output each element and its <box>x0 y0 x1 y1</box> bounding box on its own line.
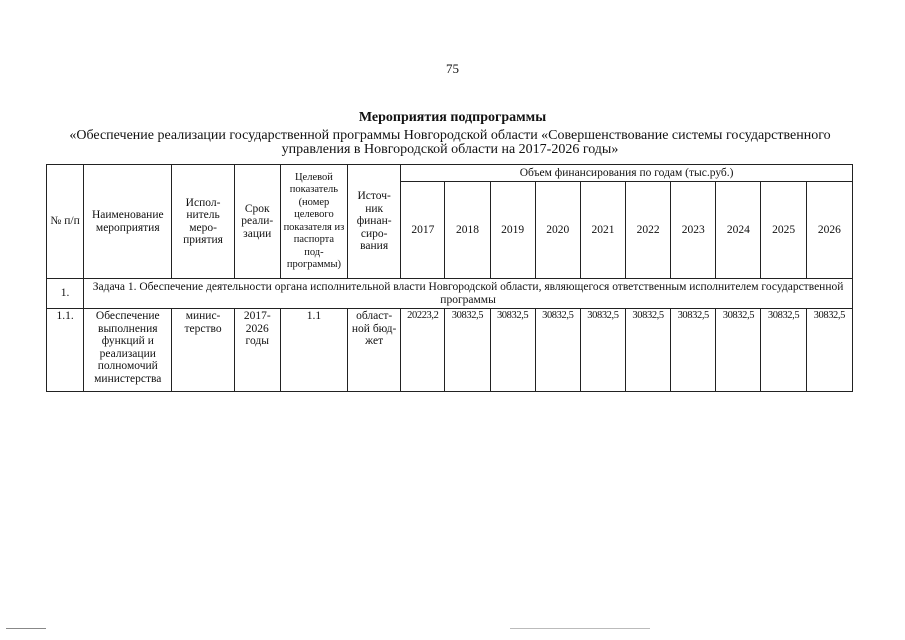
table-row <box>47 279 853 309</box>
row-value: 30832,5 <box>716 309 761 392</box>
row-source: област-ной бюд-жет <box>348 309 401 392</box>
row-value: 30832,5 <box>626 309 671 392</box>
scan-artifact-line <box>510 628 650 629</box>
row-value: 30832,5 <box>671 309 716 392</box>
header-year: 2023 <box>671 182 716 279</box>
row-value: 30832,5 <box>806 309 852 392</box>
row-name: Обеспечение выполнения функций и реализации полномочий министерства <box>84 309 172 392</box>
header-year: 2021 <box>580 182 625 279</box>
header-year: 2026 <box>806 182 852 279</box>
row-num: 1.1. <box>47 309 84 392</box>
header-executor: Испол-нитель меро-приятия <box>172 165 234 279</box>
row-executor: минис-терство <box>172 309 234 392</box>
header-funding: Объем финансирования по годам (тыс.руб.) <box>401 165 853 182</box>
page-number: 75 <box>446 61 459 76</box>
row-value: 30832,5 <box>580 309 625 392</box>
task-text: Задача 1. Обеспечение деятельности органа исполнительной власти Новгородской области, являющегося ответственным исполнителем государственной программы <box>84 279 853 309</box>
header-year: 2025 <box>761 182 806 279</box>
header-target: Целевой показатель (номер целевого показателя из паспорта под-программы) <box>280 165 347 279</box>
header-year: 2019 <box>490 182 535 279</box>
header-year: 2024 <box>716 182 761 279</box>
page-title: Мероприятия подпрограммы <box>358 110 547 125</box>
row-value: 20223,2 <box>401 309 445 392</box>
header-year: 2022 <box>626 182 671 279</box>
row-value: 30832,5 <box>490 309 535 392</box>
page-subtitle: «Обеспечение реализации государственной программы Новгородской области «Совершенствование системы государственного управления в Новгородской области на 2017-2026 годы» <box>69 128 831 157</box>
header-term: Срок реали-зации <box>234 165 280 279</box>
task-num: 1. <box>47 279 84 309</box>
row-value: 30832,5 <box>761 309 806 392</box>
table-row <box>47 309 853 392</box>
row-target: 1.1 <box>280 309 347 392</box>
scan-artifact-line <box>6 628 46 629</box>
row-value: 30832,5 <box>445 309 490 392</box>
header-year: 2018 <box>445 182 490 279</box>
header-num: № п/п <box>47 165 84 279</box>
header-year: 2017 <box>401 182 445 279</box>
header-name: Наименование мероприятия <box>84 165 172 279</box>
activities-table <box>46 164 853 392</box>
row-term: 2017-2026 годы <box>234 309 280 392</box>
header-year: 2020 <box>535 182 580 279</box>
header-source: Источ-ник финан-сиро-вания <box>348 165 401 279</box>
row-value: 30832,5 <box>535 309 580 392</box>
